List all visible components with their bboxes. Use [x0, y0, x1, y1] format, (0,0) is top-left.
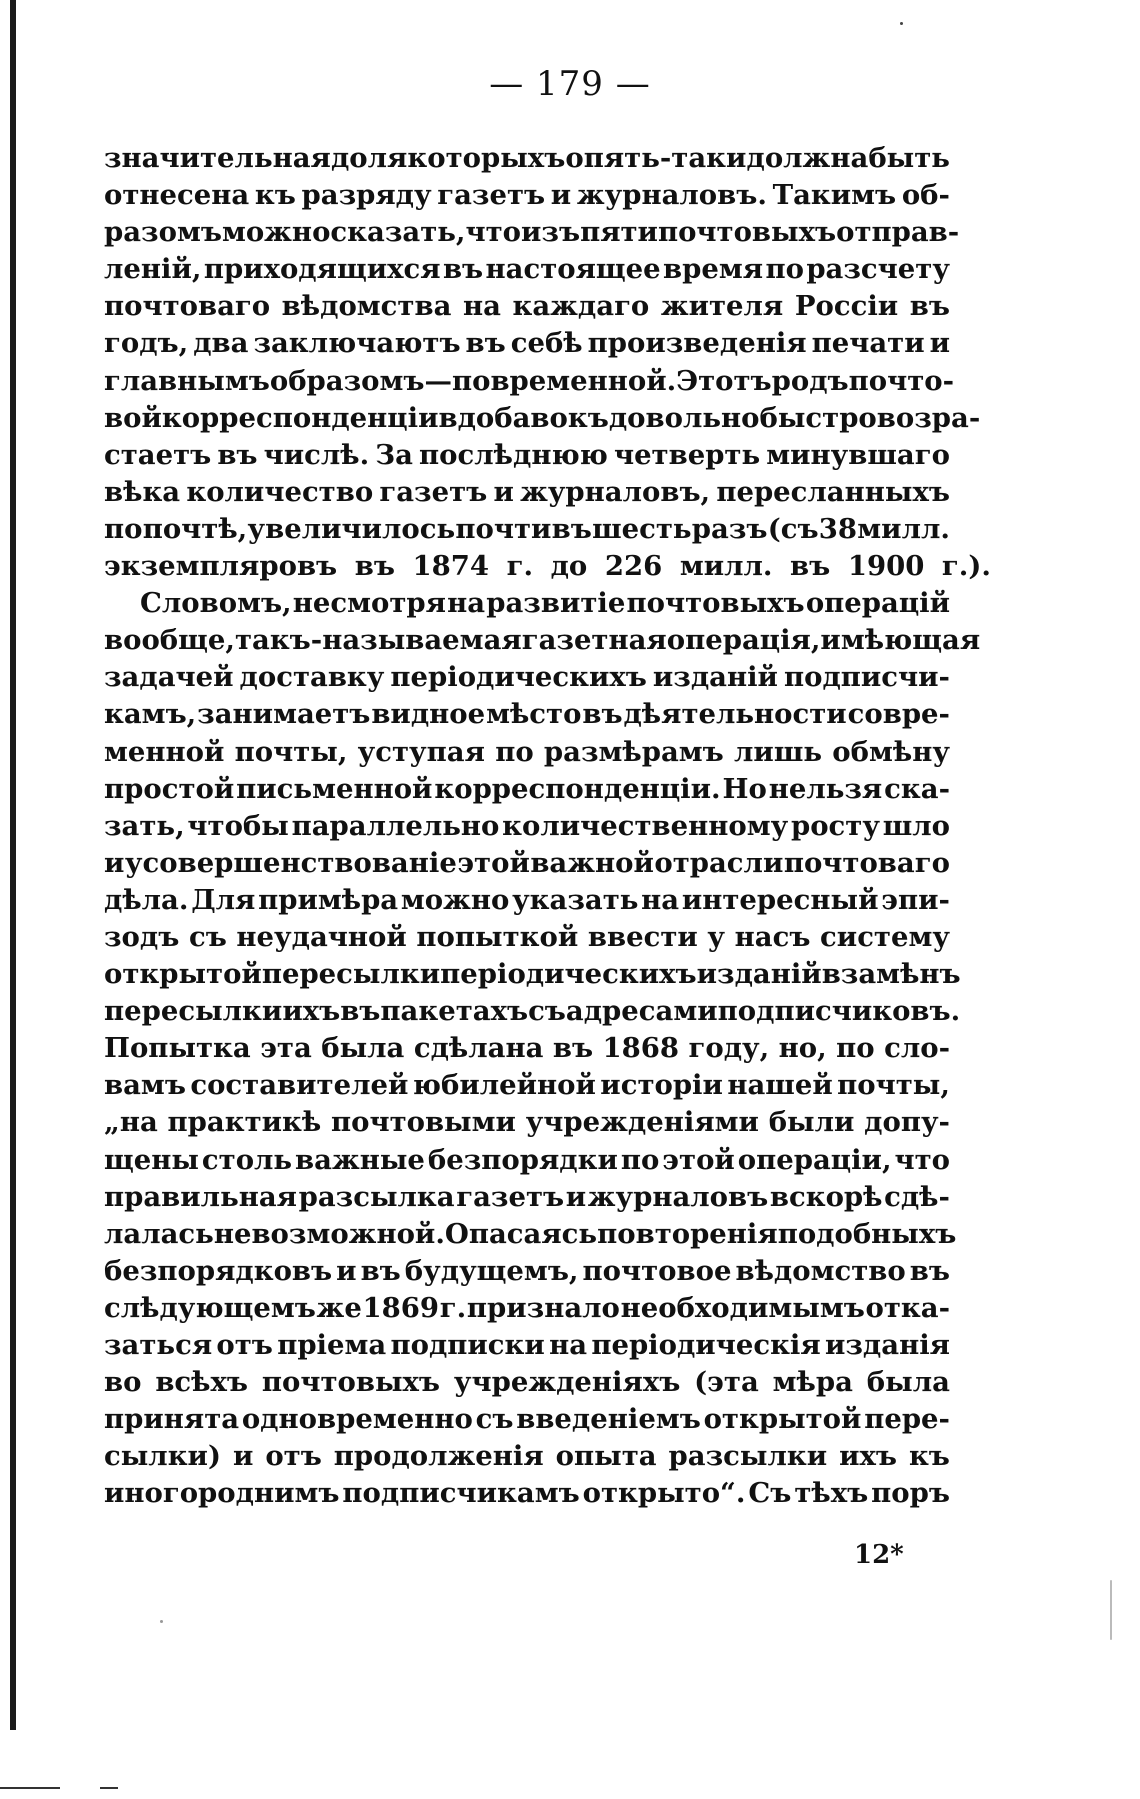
bottom-rule	[0, 1787, 60, 1789]
text-line: вѣка количество газетъ и журналовъ, пересланныхъ	[104, 475, 950, 508]
text-line: дѣла. Для примѣра можно указать на интересный эпи-	[104, 883, 950, 916]
text-line: менной почты, уступая по размѣрамъ лишь обмѣну	[104, 735, 950, 768]
text-line: вообще, такъ-называемая газетная операція, имѣющая	[104, 624, 981, 657]
text-line: правильная разсылка газетъ и журналовъ вскорѣ сдѣ-	[104, 1180, 950, 1213]
text-line: щены столь важные безпорядки по этой операціи, что	[104, 1143, 950, 1176]
text-line: зодъ съ неудачной попыткой ввести у насъ систему	[104, 920, 950, 953]
text-line: вамъ составителей юбилейной исторіи нашей почты,	[104, 1069, 950, 1102]
text-line: „на практикѣ почтовыми учрежденіями были допу-	[104, 1106, 950, 1139]
text-line: заться отъ пріема подписки на періодическія изданія	[104, 1329, 950, 1361]
bottom-rule	[100, 1787, 118, 1789]
text-line: почтоваго вѣдомства на каждаго жителя Россіи въ	[104, 290, 950, 323]
text-line: иногороднимъ подписчикамъ открыто“. Съ тѣхъ поръ	[104, 1477, 950, 1510]
text-line: стаетъ въ числѣ. За послѣднюю четверть минувшаго	[104, 438, 950, 471]
text-line: главнымъ образомъ — повременной. Этотъ родъ почто-	[104, 364, 955, 397]
text-line: годъ, два заключаютъ въ себѣ произведенія печати и	[104, 327, 950, 360]
text-line: экземпляровъ въ 1874 г. до 226 милл. въ 1900 г.).	[104, 550, 991, 583]
text-line: лалась невозможной. Опасаясь повторенія подобныхъ	[104, 1217, 957, 1250]
page-number: — 179 —	[489, 64, 651, 104]
text-line: Попытка эта была сдѣлана въ 1868 году, но, по сло-	[104, 1032, 950, 1065]
text-line: отнесена къ разряду газетъ и журналовъ. Такимъ об-	[104, 179, 950, 212]
text-line: безпорядковъ и въ будущемъ, почтовое вѣдомство въ	[104, 1254, 950, 1287]
text-line: разомъ можно сказать, что изъ пяти почтовыхъ отправ-	[104, 216, 960, 249]
print-speck	[160, 1620, 163, 1623]
print-speck	[1110, 1580, 1112, 1640]
text-line: простой письменной корреспонденціи. Но нельзя ска-	[104, 772, 950, 805]
text-line: открытой пересылки періодическихъ изданій взамѣнъ	[104, 958, 961, 991]
page-binding-edge	[10, 0, 16, 1730]
text-line: задачей доставку періодическихъ изданій подписчи-	[104, 661, 950, 694]
text-line: во всѣхъ почтовыхъ учрежденіяхъ (эта мѣра была	[104, 1366, 950, 1399]
text-line: значительная доля которыхъ опять-таки должна быть	[104, 142, 950, 174]
body-text	[104, 140, 991, 1512]
text-line: леній, приходящихся въ настоящее время по разсчету	[104, 253, 950, 286]
text-line: пересылки ихъ въ пакетахъ съ адресами подписчиковъ.	[104, 995, 961, 1028]
print-speck	[900, 22, 903, 25]
text-line: и усовершенствованіе этой важной отрасли почтоваго	[104, 846, 950, 879]
text-line: вой корреспонденціи вдобавокъ довольно быстро возра-	[104, 401, 981, 434]
text-line: зать, чтобы параллельно количественному росту шло	[104, 809, 950, 842]
text-line: слѣдующемъ же 1869 г. признало необходимымъ отка-	[104, 1291, 950, 1324]
text-line: по почтѣ, увеличилось почти въ шесть разъ (съ 38 милл.	[104, 512, 950, 545]
text-line: камъ, занимаетъ видное мѣсто въ дѣятельности совре-	[104, 698, 950, 731]
text-line: принята одновременно съ введеніемъ открытой пере-	[104, 1403, 950, 1436]
text-line: сылки) и отъ продолженія опыта разсылки ихъ къ	[104, 1440, 950, 1473]
signature-mark: 12*	[854, 1540, 904, 1570]
text-line: Словомъ, несмотря на развитіе почтовыхъ операцій	[140, 587, 950, 620]
